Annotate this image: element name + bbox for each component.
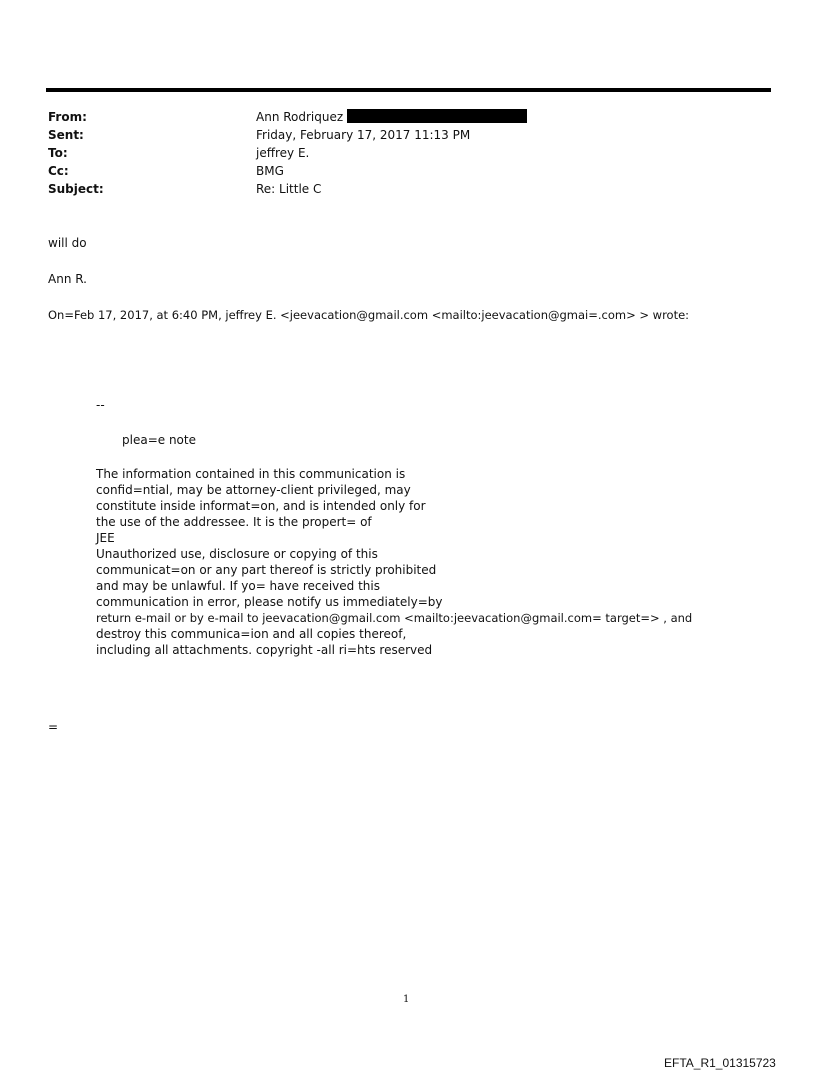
disclaimer-line: communication in error, please notify us immediately=by	[96, 595, 443, 609]
from-name: Ann Rodriquez	[256, 110, 344, 124]
to-label: To:	[48, 146, 68, 160]
sent-value: Friday, February 17, 2017 11:13 PM	[256, 128, 471, 142]
disclaimer-line: JEE	[96, 531, 115, 545]
disclaimer	[96, 466, 692, 658]
email-header	[48, 108, 748, 198]
disclaimer-line: and may be unlawful. If yo= have received this	[96, 579, 380, 593]
redaction-bar	[347, 109, 527, 123]
trailer-char: =	[48, 720, 59, 734]
disclaimer-line: communicat=on or any part thereof is strictly prohibited	[96, 563, 437, 577]
disclaimer-line: the use of the addressee. It is the propert= of	[96, 515, 372, 529]
sent-label: Sent:	[48, 128, 84, 142]
from-label: From:	[48, 110, 87, 124]
subject-label: Subject:	[48, 182, 104, 196]
bates-number: EFTA_R1_01315723	[664, 1056, 776, 1070]
header-rule	[46, 88, 771, 92]
subject-value: Re: Little C	[256, 182, 322, 196]
disclaimer-line: constitute inside informat=on, and is intended only for	[96, 499, 426, 513]
to-value: jeffrey E.	[256, 146, 310, 160]
disclaimer-line: confid=ntial, may be attorney-client privileged, may	[96, 483, 411, 497]
disclaimer-line: Unauthorized use, disclosure or copying of this	[96, 547, 378, 561]
disclaimer-line: return e-mail or by e-mail to jeevacation@gmail.com <mailto:jeevacation@gmail.com= target=> , and	[96, 611, 693, 625]
sent-row	[48, 126, 748, 144]
disclaimer-line: including all attachments. copyright -all ri=hts reserved	[96, 643, 433, 657]
from-row	[48, 108, 748, 126]
cc-row	[48, 162, 748, 180]
body-line: will do	[48, 236, 87, 250]
page-number: 1	[403, 994, 410, 1005]
note-line: plea=e note	[122, 433, 196, 447]
signature: Ann R.	[48, 272, 87, 286]
cc-value: BMG	[256, 164, 284, 178]
to-row	[48, 144, 748, 162]
signature-dashes: --	[96, 398, 105, 412]
subject-row	[48, 180, 748, 198]
cc-label: Cc:	[48, 164, 69, 178]
quote-intro: On=Feb 17, 2017, at 6:40 PM, jeffrey E. <jeevacation@gmail.com <mailto:jeevacation@gmai=.com> > wrote:	[48, 308, 690, 322]
from-value	[256, 108, 527, 126]
disclaimer-line: destroy this communica=ion and all copies thereof,	[96, 627, 407, 641]
disclaimer-line: The information contained in this communication is	[96, 467, 406, 481]
